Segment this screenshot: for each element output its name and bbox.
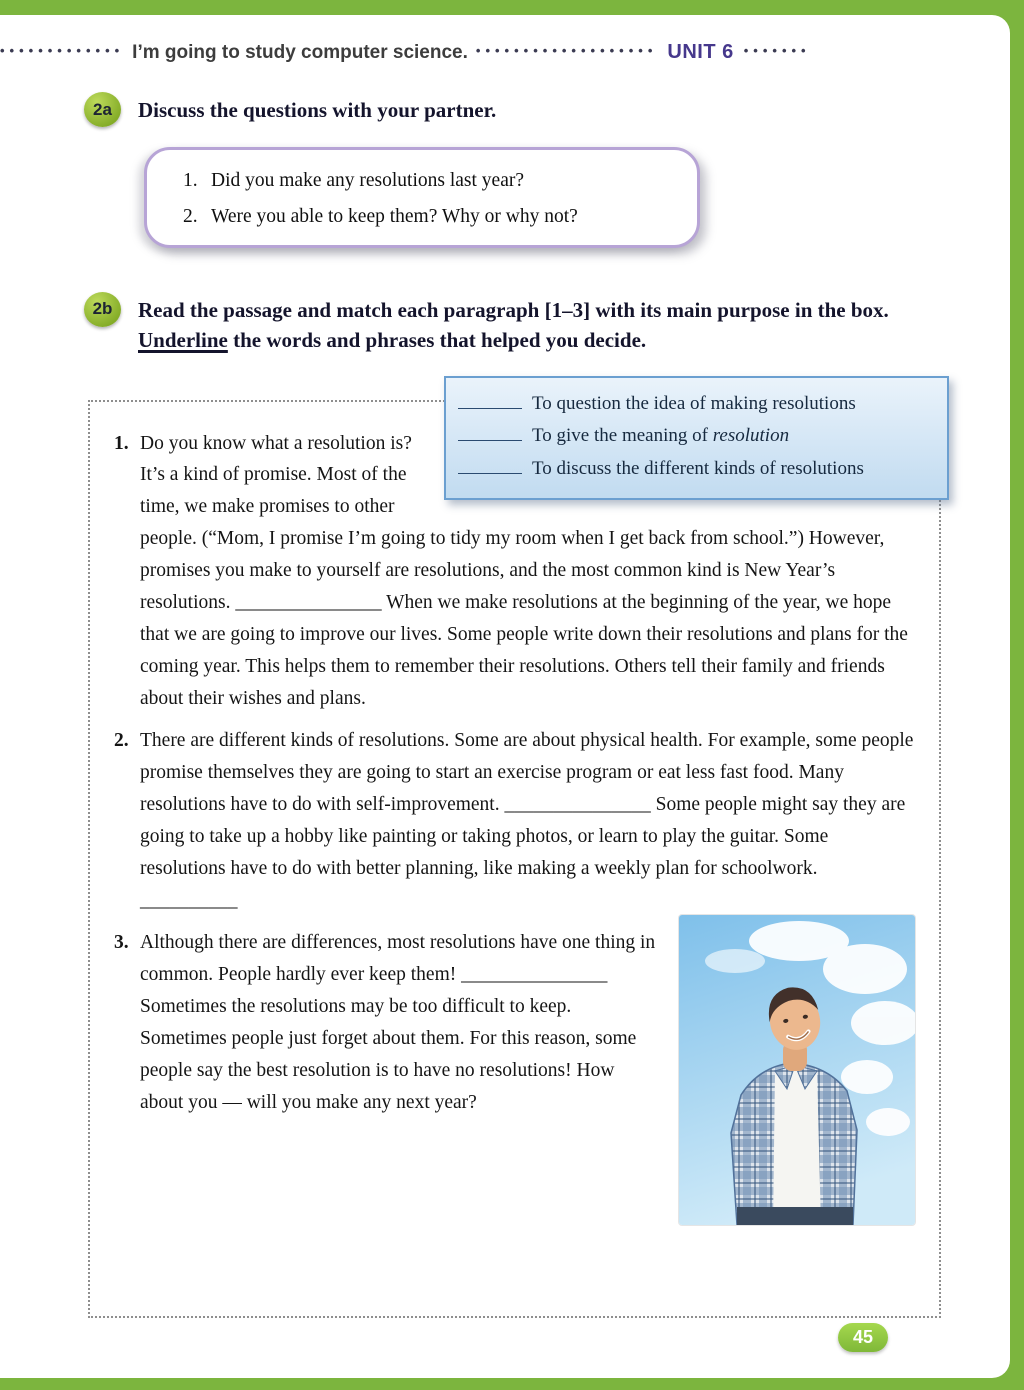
passage-box	[88, 392, 941, 1318]
unit-label: UNIT 6	[667, 41, 734, 63]
page-header	[0, 41, 1010, 64]
answer-blank-line	[458, 440, 522, 441]
dotted-leader-left: •••••••••••••	[0, 43, 125, 58]
purpose-line	[458, 453, 933, 486]
section-2a-content	[138, 90, 700, 248]
section-2b	[84, 290, 1010, 356]
instruction-text: the words and phrases that helped you decide.	[227, 328, 647, 353]
man-thinking-photo	[679, 915, 915, 1225]
instruction-text: Read the passage and match each paragraph [1–3] with its main purpose in the box.	[138, 297, 889, 322]
section-2b-content	[138, 290, 938, 356]
section-2a-instruction: Discuss the questions with your partner.	[138, 98, 497, 122]
question-number: 2.	[183, 205, 198, 227]
paragraph-text: There are different kinds of resolutions. Some are about physical health. For example, some people promise themselves they are going to start an exercise program or eat less fast food. Many resolutions have to do with self-improvement. _______________ Some people might say they are going to take up a hobby like painting or taking photos, or learn to play the guitar. Some resolutions have to do with better planning, like making a weekly plan for schoolwork. __________	[140, 730, 914, 912]
dotted-leader-mid: •••••••••••••••••••	[475, 43, 658, 58]
paragraph-number: 1.	[114, 432, 129, 454]
question-item	[183, 199, 677, 234]
paragraph-number: 3.	[114, 932, 129, 954]
passage-paragraph-2	[114, 725, 915, 917]
purposes-box	[444, 376, 949, 500]
question-text: Did you make any resolutions last year?	[211, 170, 524, 192]
dotted-leader-right: •••••••	[743, 43, 811, 58]
question-item	[183, 163, 677, 198]
purpose-line	[458, 420, 933, 453]
paragraph-text: Do you know what a resolution is? It’s a kind of promise. Most of the time, we make promises to other people. (“Mom, I promise I’m going to tidy my room when I get back from school.”) However, promises you make to yourself are resolutions, and the most common kind is New Year’s resolutions. _______________ When we make resolutions at the beginning of the year, we hope that we are going to improve our lives. Some people write down their resolutions and plans for the coming year. This helps them to remember their resolutions. Others tell their family and friends about their wishes and plans.	[140, 432, 908, 710]
section-2b-badge: 2b	[84, 292, 121, 327]
instruction-underlined-word: Underline	[138, 328, 228, 353]
purpose-text: To discuss the different kinds of resolutions	[532, 457, 864, 479]
paragraph-text: Although there are differences, most resolutions have one thing in common. People hardly ever keep them! _______________ Sometimes the resolutions may be too difficult to keep. Sometimes people just forget about them. For this reason, some people say the best resolution is to have no resolutions! How about you — will you make any next year?	[140, 932, 656, 1113]
man-thinking-illustration	[679, 915, 915, 1225]
question-text: Were you able to keep them? Why or why not?	[211, 205, 578, 227]
purpose-line	[458, 388, 933, 421]
answer-blank-line	[458, 473, 522, 474]
section-2a	[84, 90, 1010, 248]
section-2b-instruction	[138, 290, 938, 356]
paragraph-number: 2.	[114, 730, 129, 752]
purpose-text: To give the meaning of	[532, 425, 713, 447]
answer-blank-line	[458, 408, 522, 409]
questions-box	[144, 147, 700, 247]
page-number-badge: 45	[838, 1323, 888, 1352]
section-2a-badge: 2a	[84, 92, 121, 127]
purpose-text: To question the idea of making resolutions	[532, 392, 856, 414]
page-title: I’m going to study computer science.	[132, 41, 468, 63]
question-number: 1.	[183, 170, 198, 192]
purpose-italic-word: resolution	[712, 425, 790, 447]
page-sheet	[0, 15, 1010, 1378]
